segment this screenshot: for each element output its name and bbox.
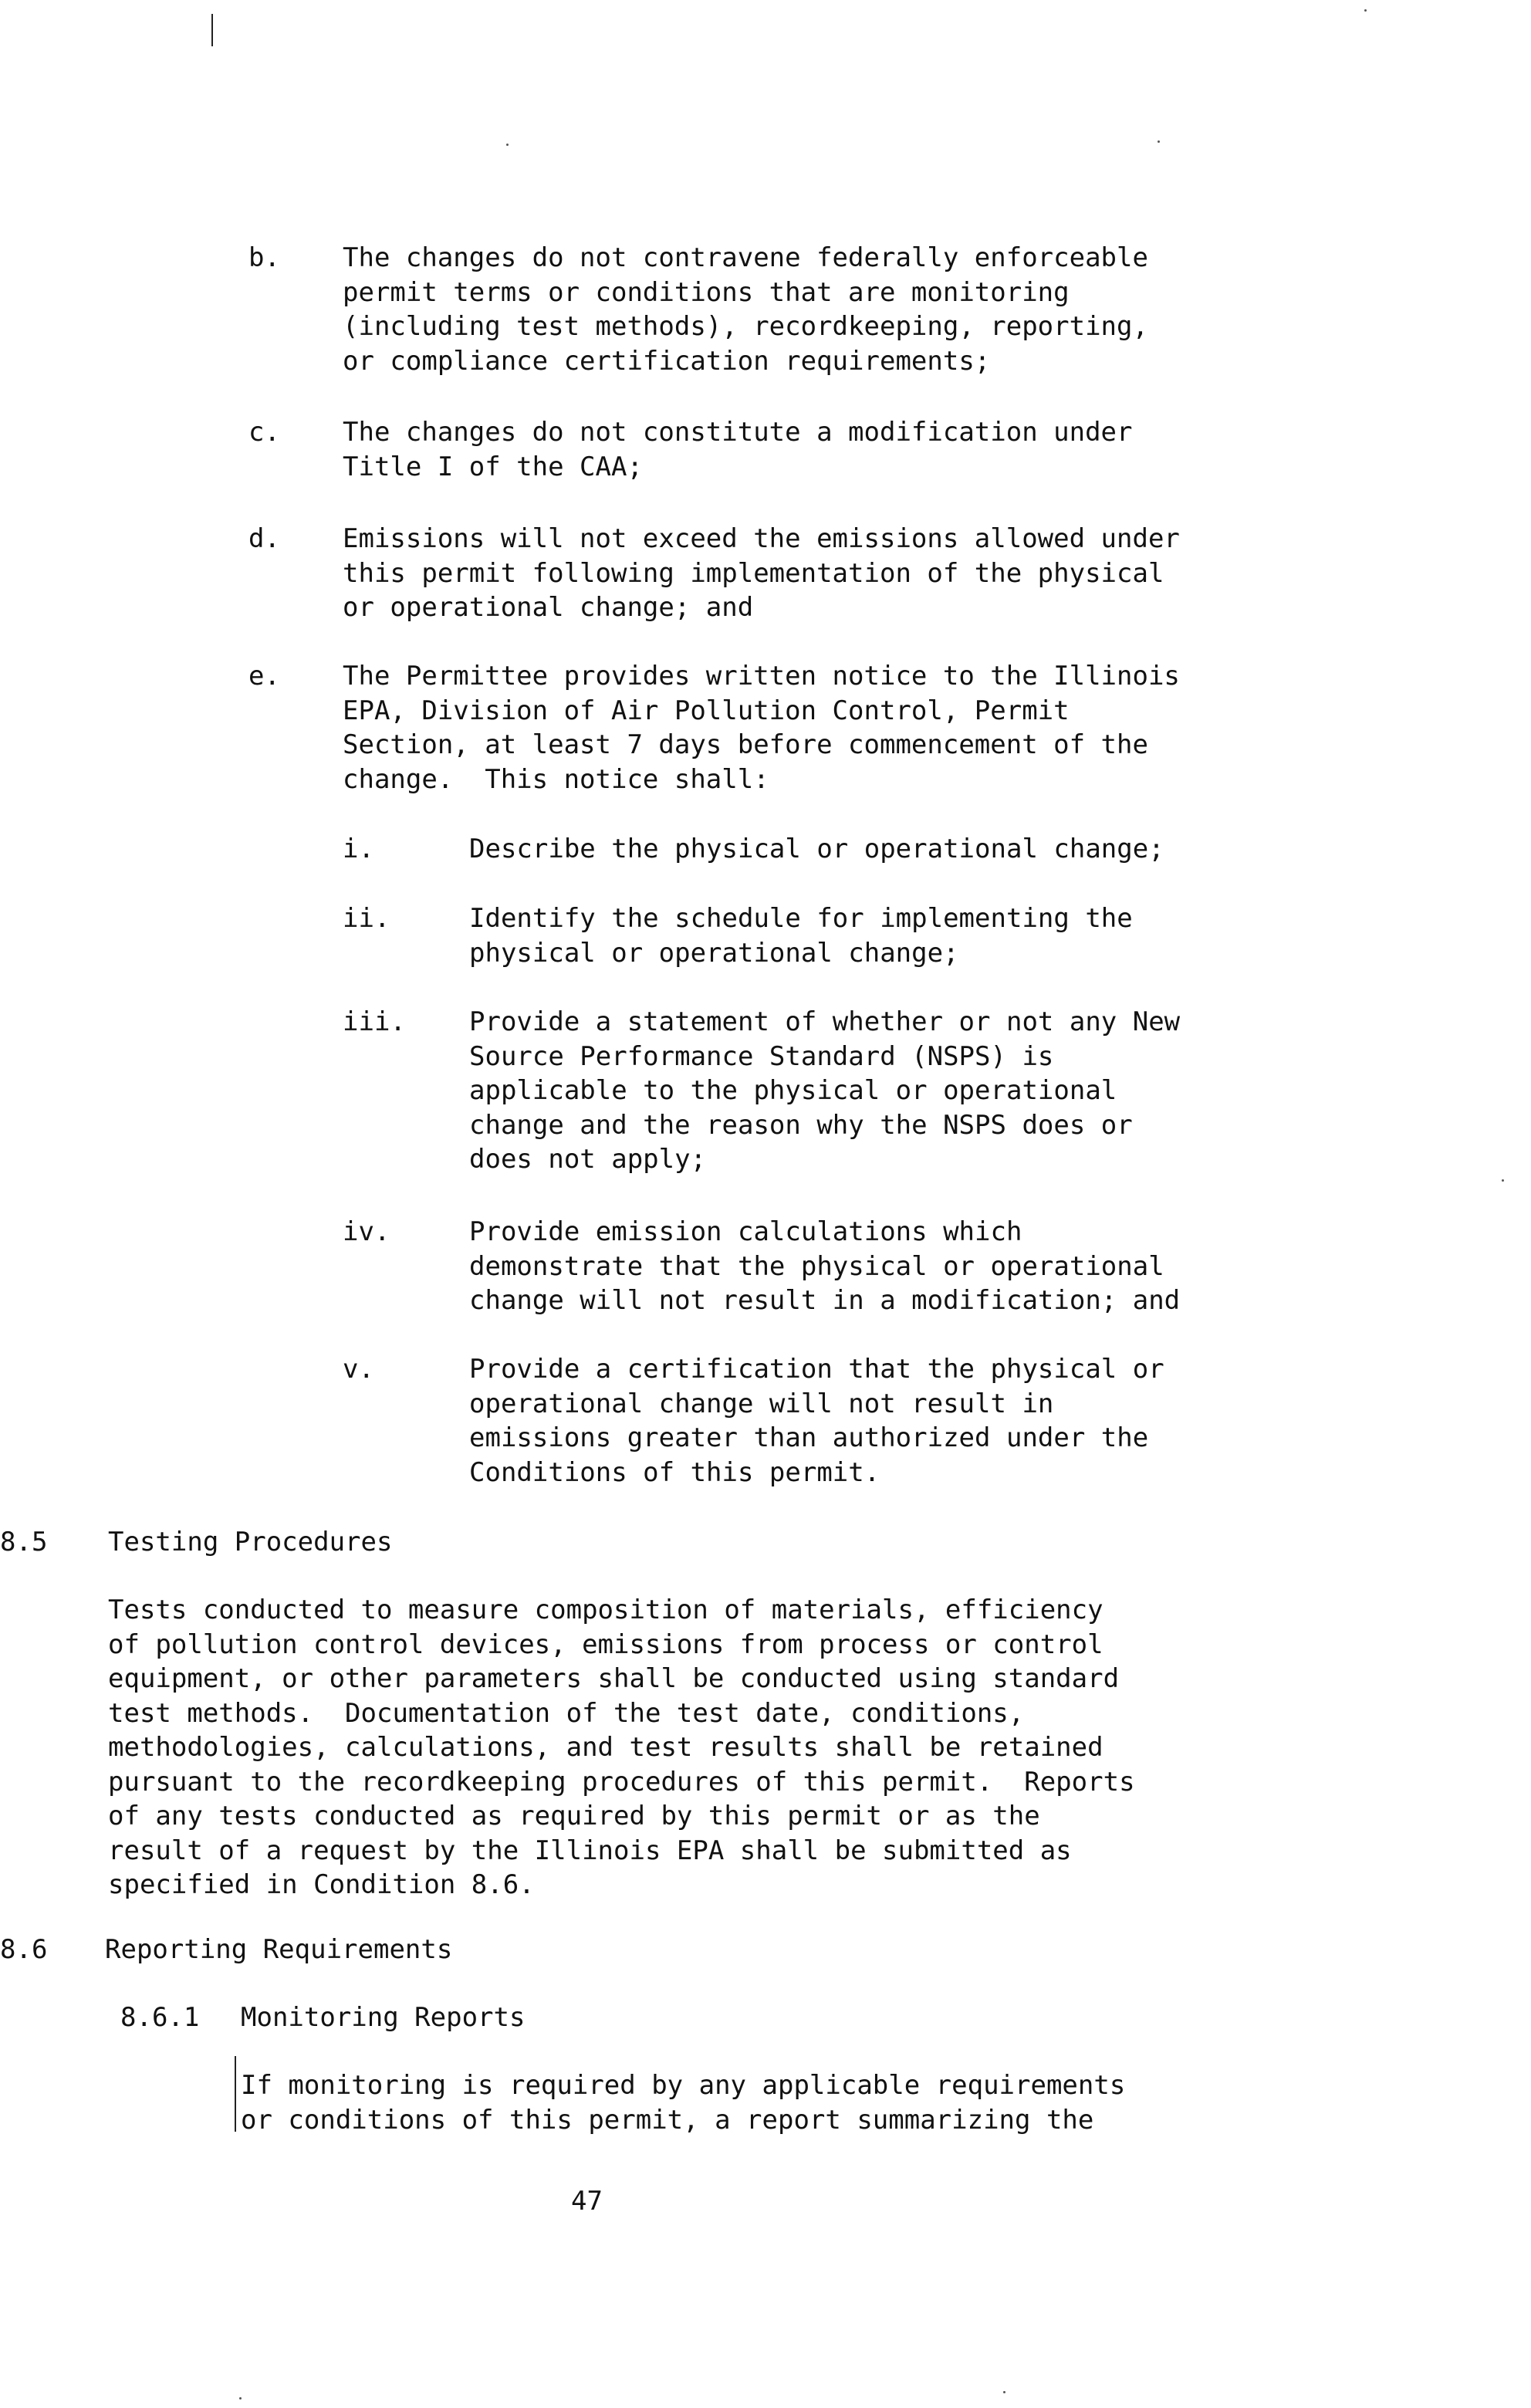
condition-b-label: b. xyxy=(248,242,280,273)
section-8-5-title: Testing Procedures xyxy=(108,1527,393,1557)
scan-speck xyxy=(239,2397,242,2400)
notice-item-i-text xyxy=(469,832,1164,867)
text-line: this permit following implementation of the physical xyxy=(343,557,1164,589)
condition-c-label: c. xyxy=(248,417,280,448)
scan-mark-line xyxy=(211,14,213,46)
text-line: The Permittee provides written notice to the Illinois xyxy=(343,661,1180,692)
text-line: Provide emission calculations which xyxy=(469,1216,1022,1247)
text-line: Provide a statement of whether or not any New xyxy=(469,1006,1181,1037)
scan-speck xyxy=(1502,1179,1504,1182)
text-line: demonstrate that the physical or operational xyxy=(469,1250,1164,1282)
text-line: Emissions will not exceed the emissions allowed under xyxy=(343,523,1180,554)
text-line: Identify the schedule for implementing the xyxy=(469,903,1133,934)
text-line: of pollution control devices, emissions from process or control xyxy=(108,1628,1103,1660)
text-line: test methods. Documentation of the test date, conditions, xyxy=(108,1697,1025,1729)
text-line: Source Performance Standard (NSPS) is xyxy=(469,1040,1054,1072)
text-line: of any tests conducted as required by this permit or as the xyxy=(108,1801,1040,1831)
text-line: EPA, Division of Air Pollution Control, Permit xyxy=(343,695,1070,726)
section-8-5-body xyxy=(108,1593,1135,1902)
condition-d-label: d. xyxy=(248,523,280,554)
notice-item-v-label: v. xyxy=(343,1354,374,1385)
notice-item-iv-text xyxy=(469,1215,1180,1318)
condition-e-label: e. xyxy=(248,661,280,692)
text-line: or compliance certification requirements; xyxy=(343,345,991,377)
text-line: The changes do not contravene federally enforceable xyxy=(343,242,1148,273)
text-line: or operational change; and xyxy=(343,592,754,623)
condition-b-text xyxy=(343,241,1148,378)
text-line: does not apply; xyxy=(469,1144,707,1175)
condition-c-text xyxy=(343,415,1133,484)
text-line: change. This notice shall: xyxy=(343,763,769,795)
text-line: applicable to the physical or operational xyxy=(469,1075,1117,1106)
text-line: physical or operational change; xyxy=(469,937,959,969)
text-line: Conditions of this permit. xyxy=(469,1456,880,1488)
text-line: Tests conducted to measure composition of materials, efficiency xyxy=(108,1595,1103,1625)
text-line: (including test methods), recordkeeping, reporting, xyxy=(343,311,1148,342)
text-line: pursuant to the recordkeeping procedures of this permit. Reports xyxy=(108,1766,1135,1798)
notice-item-ii-label: ii. xyxy=(343,903,390,934)
text-line: methodologies, calculations, and test results shall be retained xyxy=(108,1732,1103,1763)
scan-speck xyxy=(506,144,509,146)
notice-item-v-text xyxy=(469,1352,1164,1490)
text-line: Provide a certification that the physical or xyxy=(469,1354,1164,1385)
text-line: or conditions of this permit, a report summarizing the xyxy=(241,2104,1094,2136)
revision-bar xyxy=(235,2056,236,2132)
text-line: specified in Condition 8.6. xyxy=(108,1869,535,1900)
notice-item-iii-text xyxy=(469,1005,1180,1177)
notice-item-iv-label: iv. xyxy=(343,1216,390,1247)
notice-item-i-label: i. xyxy=(343,834,374,864)
page-number: 47 xyxy=(571,2186,603,2217)
text-line: If monitoring is required by any applicable requirements xyxy=(241,2070,1126,2101)
condition-d-text xyxy=(343,522,1180,625)
text-line: The changes do not constitute a modification under xyxy=(343,417,1133,448)
text-line: emissions greater than authorized under the xyxy=(469,1422,1149,1453)
notice-item-iii-label: iii. xyxy=(343,1006,406,1037)
text-line: permit terms or conditions that are monitoring xyxy=(343,276,1070,308)
scan-speck xyxy=(1158,140,1160,143)
text-line: Section, at least 7 days before commencement of the xyxy=(343,729,1148,760)
text-line: change will not result in a modification; and xyxy=(469,1285,1181,1316)
scan-speck xyxy=(1364,9,1367,12)
text-line: equipment, or other parameters shall be conducted using standard xyxy=(108,1663,1120,1694)
section-8-6-1-body xyxy=(241,2068,1125,2137)
notice-item-ii-text xyxy=(469,901,1133,970)
section-8-5-number: 8.5 xyxy=(0,1527,48,1557)
text-line: change and the reason why the NSPS does or xyxy=(469,1109,1133,1141)
section-8-6-number: 8.6 xyxy=(0,1934,48,1965)
text-line: result of a request by the Illinois EPA shall be submitted as xyxy=(108,1835,1072,1866)
scan-speck xyxy=(1003,2391,1005,2393)
condition-e-text xyxy=(343,659,1180,796)
text-line: operational change will not result in xyxy=(469,1388,1054,1419)
text-line: Describe the physical or operational change; xyxy=(469,834,1164,864)
text-line: Title I of the CAA; xyxy=(343,451,643,482)
section-8-6-1-number: 8.6.1 xyxy=(120,2002,200,2033)
section-8-6-1-title: Monitoring Reports xyxy=(241,2002,526,2033)
section-8-6-title: Reporting Requirements xyxy=(105,1934,453,1965)
